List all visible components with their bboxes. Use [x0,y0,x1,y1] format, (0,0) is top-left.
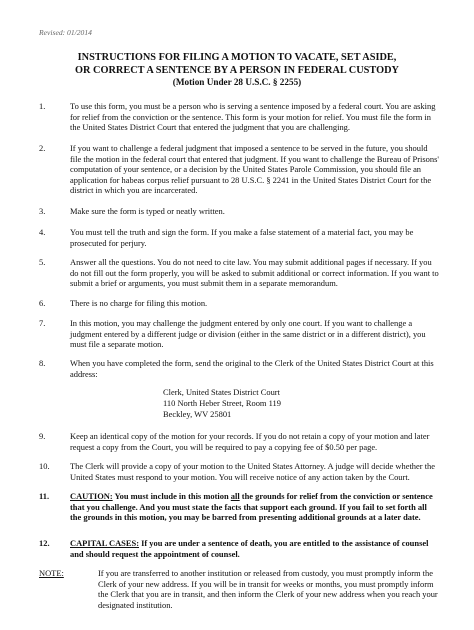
item-text: When you have completed the form, send the original to the Clerk of the United States District Court at this address: [70,358,434,379]
caution-all: all [230,491,240,501]
item-text: Keep an identical copy of the motion for your records. If you do not retain a copy of your motion and later request a copy from the Court, you will be required to pay a copying fee of $0.50 per page. [70,431,430,452]
item-text: You must tell the truth and sign the form. If you make a false statement of a material fact, you may be prosecuted for perjury. [70,227,414,248]
item-text: If you want to challenge a federal judgment that imposed a sentence to be served in the future, you should file the motion in the federal court that entered that judgment. If you want to challenge the Bureau of Prisons' computation of your sentence, or a decision by the United States Parole Commission, you should file an application for habeas corpus relief pursuant to 28 U.S.C. § 2241 in the United States District Court for the district in which you are incarcerated. [70,143,439,196]
item-text: Answer all the questions. You do not need to cite law. You may submit additional pages if necessary. If you do not fill out the form properly, you will be asked to submit additional or correct information. If you want to submit a brief or arguments, you must submit them in a separate memorandum. [70,257,439,289]
caution-text-b: the grounds for relief from the conviction or sentence that you challenge. And you must state the facts that support each ground. If you fail to set forth all the grounds in this motion, you may be barred from presenting additional grounds at a later date. [70,491,433,523]
item-number: 1. [39,101,46,111]
item-number: 5. [39,257,46,267]
item-number: 10. [39,461,50,471]
note-label: NOTE: [39,568,64,578]
item-text: To use this form, you must be a person who is serving a sentence imposed by a federal court. You are asking for relief from the conviction or the sentence. This form is your motion for relief. You must file the form in the United States District Court that entered the judgment that you are challenging. [70,101,436,133]
item-number: 2. [39,143,46,153]
item-number: 3. [39,206,46,216]
item-text: There is no charge for filing this motion. [70,298,208,308]
capital-cases-label: CAPITAL CASES: [70,538,139,548]
item-text: The Clerk will provide a copy of your motion to the United States Attorney. A judge will decide whether the United States must respond to your motion. You will receive notice of any action taken by the Court. [70,461,435,482]
item-number: 12. [39,538,50,548]
address-line: Clerk, United States District Court [163,387,280,397]
item-number: 7. [39,318,46,328]
caution-text [70,491,440,523]
item-number: 6. [39,298,46,308]
title-line-2: OR CORRECT A SENTENCE BY A PERSON IN FEDERAL CUSTODY [75,65,399,76]
document-subtitle: (Motion Under 28 U.S.C. § 2255) [172,77,302,87]
title-line-1: INSTRUCTIONS FOR FILING A MOTION TO VACATE, SET ASIDE, [77,52,397,63]
clerk-address [163,387,363,419]
address-line: 110 North Heber Street, Room 119 [163,397,281,408]
item-number: 11. [39,491,50,501]
item-text: In this motion, you may challenge the judgment entered by only one court. If you want to challenge a judgment entered by a different judge or division (either in the same district or in a different district), you must file a separate motion. [70,318,426,350]
item-number: 8. [39,358,46,368]
note-text: If you are transferred to another institution or released from custody, you must promptly inform the Clerk of your new address. If you will be in transit for weeks or months, you must promptly inform the Clerk that you are in transit, and then inform the Clerk of your new address when you reach your designated institution. [98,568,438,610]
caution-text-a: You must include in this motion [112,491,231,501]
item-number: 4. [39,227,46,237]
caution-label: CAUTION: [70,491,113,501]
item-text: Make sure the form is typed or neatly written. [70,206,225,216]
capital-cases-text [70,538,440,559]
revised-date: Revised: 01/2014 [39,28,92,37]
item-number: 9. [39,431,46,441]
capital-cases-body: If you are under a sentence of death, you are entitled to the assistance of counsel and should request the appointment of counsel. [70,538,429,559]
document-title [0,51,474,77]
address-line: Beckley, WV 25801 [163,408,232,419]
